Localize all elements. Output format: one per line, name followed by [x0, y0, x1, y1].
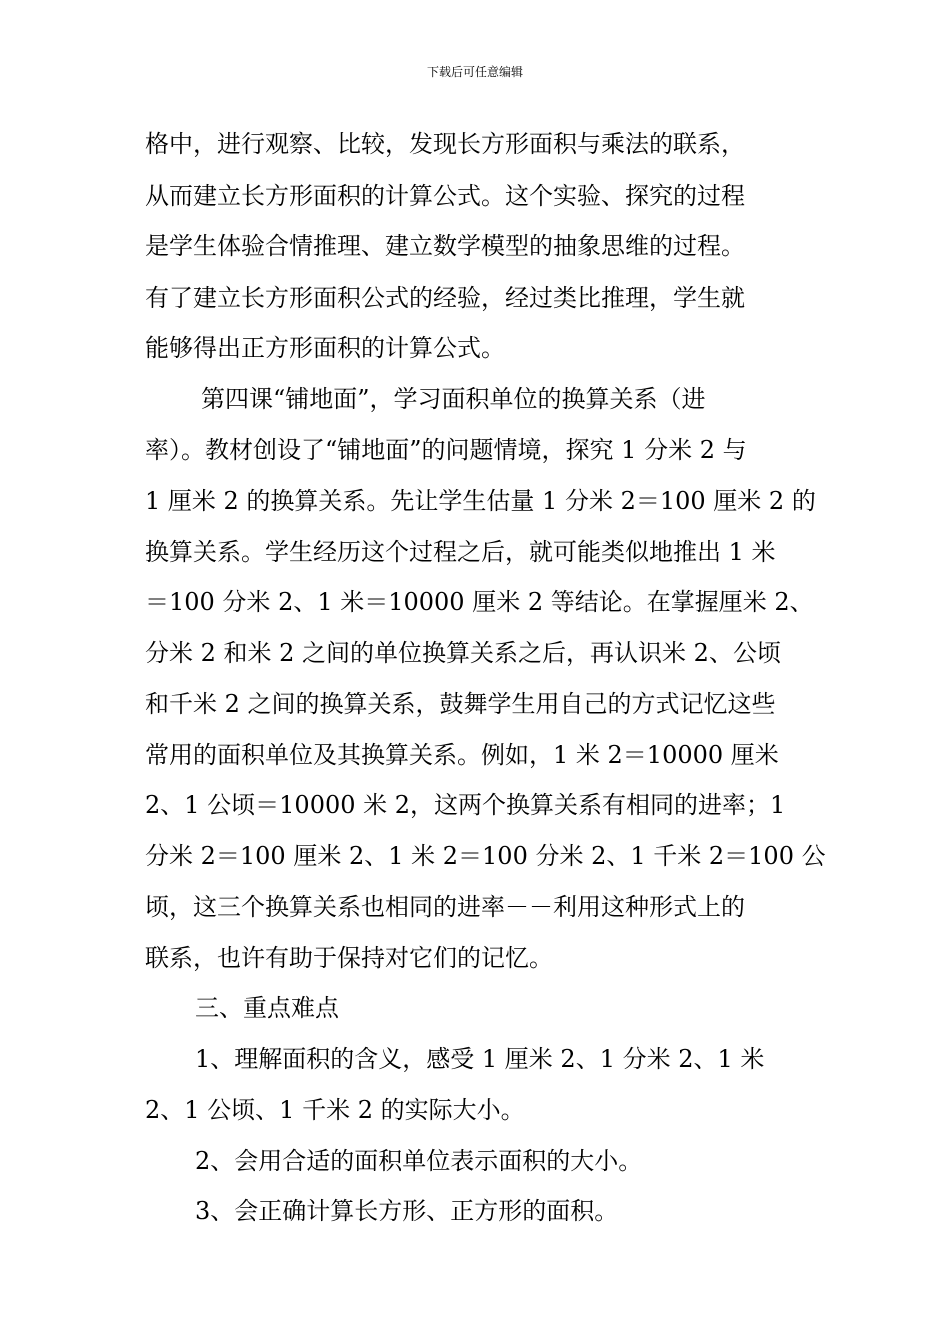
text-line: 3、会正确计算长方形、正方形的面积。	[195, 1197, 619, 1225]
text-line: 换算关系。学生经历这个过程之后，就可能类似地推出 1 米	[145, 538, 776, 566]
text-line: 2、1 公顷、1 千米 2 的实际大小。	[145, 1096, 525, 1124]
text-line: 顷，这三个换算关系也相同的进率－－利用这种形式上的	[145, 893, 745, 921]
text-line: 1、理解面积的含义，感受 1 厘米 2、1 分米 2、1 米	[195, 1045, 765, 1073]
section-heading: 三、重点难点	[195, 994, 339, 1022]
text-line: 和千米 2 之间的换算关系，鼓舞学生用自己的方式记忆这些	[145, 690, 776, 718]
text-line: 1 厘米 2 的换算关系。先让学生估量 1 分米 2＝100 厘米 2 的	[145, 487, 816, 515]
text-line: 2、1 公顷＝10000 米 2，这两个换算关系有相同的进率；1	[145, 791, 786, 819]
page-header: 下载后可任意编辑	[426, 65, 523, 79]
text-line: 从而建立长方形面积的计算公式。这个实验、探究的过程	[145, 182, 745, 210]
text-line: 第四课“铺地面”，学习面积单位的换算关系（进	[201, 385, 706, 413]
text-line: 2、会用合适的面积单位表示面积的大小。	[195, 1147, 643, 1175]
text-line: 联系，也许有助于保持对它们的记忆。	[145, 944, 553, 972]
text-line: 是学生体验合情推理、建立数学模型的抽象思维的过程。	[145, 232, 745, 260]
text-line: 分米 2 和米 2 之间的单位换算关系之后，再认识米 2、公顷	[145, 639, 781, 667]
text-line: 分米 2＝100 厘米 2、1 米 2＝100 分米 2、1 千米 2＝100 公	[145, 842, 826, 870]
text-line: 率）。教材创设了“铺地面”的问题情境，探究 1 分米 2 与	[145, 436, 747, 464]
text-line: 能够得出正方形面积的计算公式。	[145, 334, 505, 362]
text-line: ＝100 分米 2、1 米＝10000 厘米 2 等结论。在掌握厘米 2、	[145, 588, 814, 616]
text-line: 常用的面积单位及其换算关系。例如，1 米 2＝10000 厘米	[145, 741, 779, 769]
text-line: 格中，进行观察、比较，发现长方形面积与乘法的联系，	[145, 130, 745, 158]
text-line: 有了建立长方形面积公式的经验，经过类比推理，学生就	[145, 284, 745, 312]
